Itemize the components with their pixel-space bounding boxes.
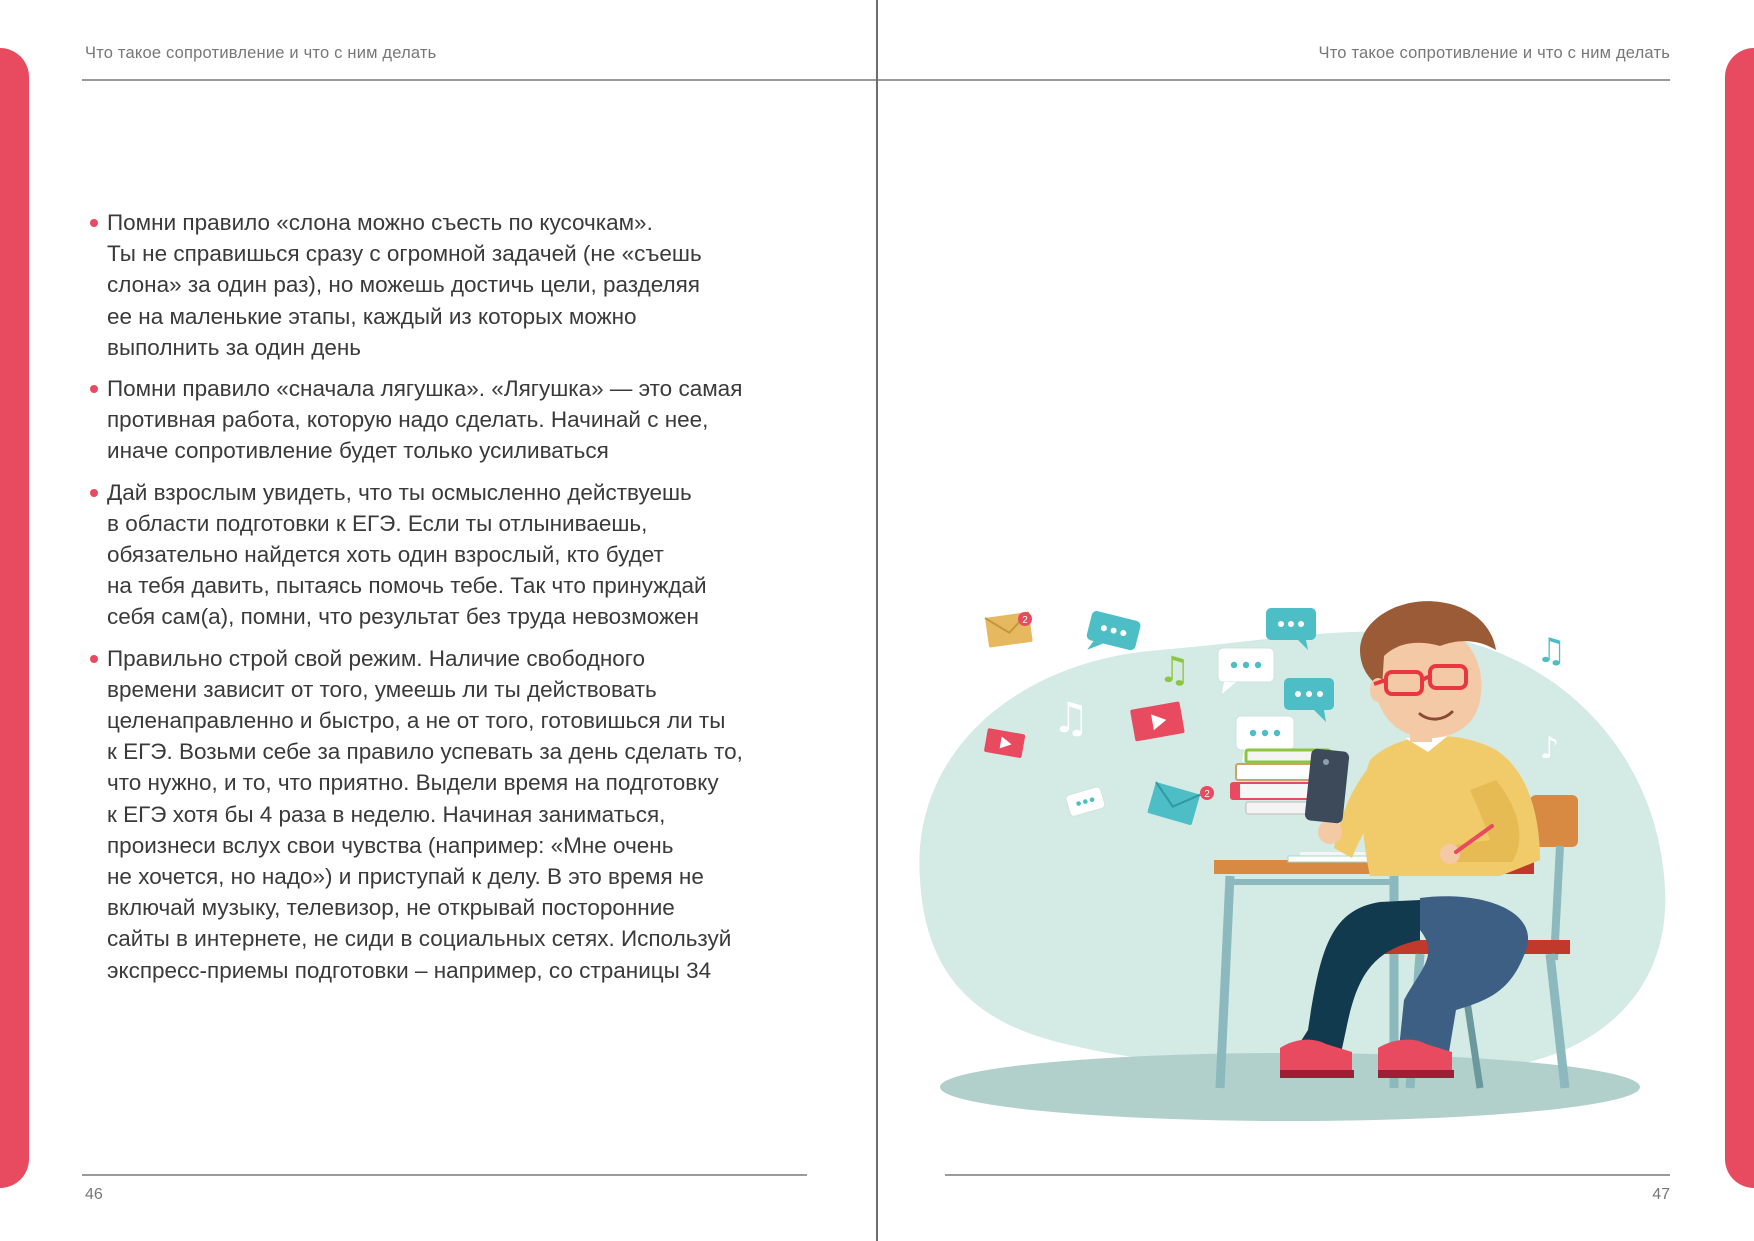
music-note-icon: ♫ [1052,693,1090,742]
list-item [84,207,814,363]
music-note-icon: ♪ [1540,731,1560,766]
notification-badge-count: 2 [1204,789,1210,800]
left-running-head: Что такое сопротивление и что с ним делать [85,44,437,62]
right-footer-rule [945,1174,1670,1176]
book-spine [876,0,878,1241]
student-illustration [900,600,1680,1130]
tips-list [84,207,814,996]
phone-camera [1323,759,1329,765]
list-item-text: Помни правило «сначала лягушка». «Лягушка» — это самая противная работа, которую надо сделать. Начинай с нее, иначе сопротивление будет только усиливаться [107,376,743,464]
bullet-icon [90,385,98,393]
right-edge-tab [1725,48,1754,1188]
right-running-head: Что такое сопротивление и что с ним делать [1318,44,1670,62]
list-item [84,643,814,986]
list-item-text: Дай взрослым увидеть, что ты осмысленно действуешь в области подготовки к ЕГЭ. Если ты отлыниваешь, обязательно найдется хоть один взрослый, кто будет на тебя давить, пытаясь помочь тебе. Так что принуждай себя сам(а), помни, что результат без труда невозможен [107,479,707,630]
list-item [84,477,814,633]
left-page-number: 46 [85,1186,103,1203]
right-header-rule [878,79,1670,81]
notification-badge-count: 2 [1022,615,1028,626]
character-shoe-sole [1378,1070,1454,1078]
list-item-text: Помни правило «слона можно съесть по кусочкам». Ты не справишься сразу с огромной задачей (не «съешь слона» за один раз), но можешь достичь цели, разделяя ее на маленькие этапы, каждый из которых можно выполнить за один день [107,210,702,360]
left-footer-rule [82,1174,807,1176]
bullet-icon [90,489,98,497]
right-page-number: 47 [1652,1186,1670,1203]
bullet-icon [90,219,98,227]
character-hand [1318,820,1342,844]
character-shoe-sole [1280,1070,1354,1078]
bullet-icon [90,655,98,663]
music-note-icon: ♫ [1536,631,1567,671]
music-note-icon: ♫ [1158,650,1191,691]
left-header-rule [82,79,876,81]
list-item-text: Правильно строй свой режим. Наличие свободного времени зависит от того, умеешь ли ты действовать целенаправленно и быстро, а не от того, готовишься ли ты к ЕГЭ. Возьми себе за правило успевать за день сделать то, что нужно, и то, что приятно. Выдели время на подготовку к ЕГЭ хотя бы 4 раза в неделю. Начиная заниматься, произнеси вслух свои чувства (например: «Мне очень не хочется, но надо») и приступай к делу. В это время не включай музыку, телевизор, не открывай посторонние сайты в интернете, не сиди в социальных сетях. Используй экспресс-приемы подготовки – например, со страницы 34 [107,645,743,983]
character-hand [1440,844,1460,864]
left-edge-tab [0,48,29,1188]
list-item [84,373,814,467]
